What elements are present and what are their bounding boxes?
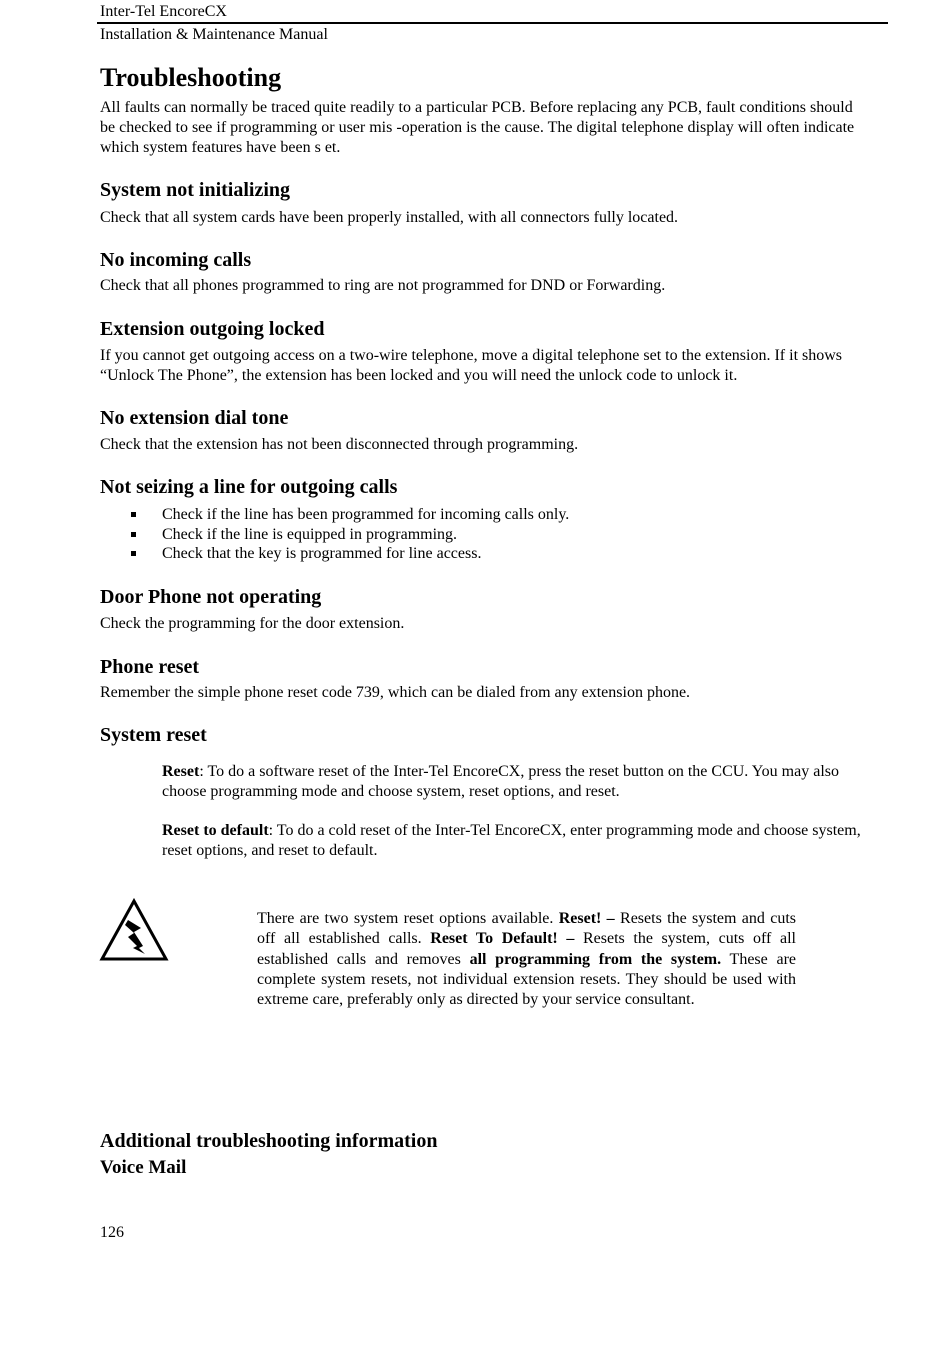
heading-extension-outgoing-locked: Extension outgoing locked	[100, 318, 325, 340]
heading-system-not-initializing: System not initializing	[100, 179, 291, 201]
heading-no-extension-dial-tone: No extension dial tone	[100, 407, 289, 429]
list-item: Check if the line is equipped in programming.	[100, 525, 569, 545]
heading-no-incoming-calls: No incoming calls	[100, 249, 252, 271]
reset-default-paragraph: Reset to default: To do a cold reset of the Inter-Tel EncoreCX, enter programming mode and choose system, reset options, and reset to default.	[162, 822, 861, 859]
page-number: 126	[100, 1224, 124, 1241]
bullet-square-icon	[131, 551, 136, 556]
body-door-phone: Check the programming for the door extension.	[100, 615, 405, 632]
intro-paragraph: All faults can normally be traced quite readily to a particular PCB. Before replacing any PCB, fault conditions should be checked to see if programming or user mis -operation is the cause. The digital telephone display will often indicate which system features have been s et.	[100, 99, 855, 156]
reset-label: Reset	[162, 763, 200, 780]
heading-phone-reset: Phone reset	[100, 656, 200, 678]
header-rule	[97, 22, 888, 24]
header-manual: Installation & Maintenance Manual	[100, 26, 328, 43]
reset-default-label: Reset to default	[162, 822, 269, 839]
heading-not-seizing-line: Not seizing a line for outgoing calls	[100, 476, 398, 498]
reset-paragraph: Reset: To do a software reset of the Inter-Tel EncoreCX, press the reset button on the CCU. You may also choose programming mode and choose system, reset options, and reset.	[162, 763, 839, 800]
list-item: Check if the line has been programmed for incoming calls only.	[100, 505, 569, 525]
body-system-not-initializing: Check that all system cards have been properly installed, with all connectors fully located.	[100, 209, 679, 226]
page-title: Troubleshooting	[100, 63, 282, 92]
heading-system-reset: System reset	[100, 724, 207, 746]
heading-additional-troubleshooting: Additional troubleshooting information	[100, 1130, 438, 1152]
body-no-extension-dial-tone: Check that the extension has not been disconnected through programming.	[100, 436, 579, 453]
heading-door-phone: Door Phone not operating	[100, 586, 322, 608]
body-no-incoming-calls: Check that all phones programmed to ring are not programmed for DND or Forwarding.	[100, 277, 666, 294]
warning-text: There are two system reset options available. Reset! – Resets the system and cuts off all established calls. Reset To Default! – Resets the system, cuts off all established calls and removes all programming from the system. These are complete system resets, not individual extension resets. They should be used with extreme care, preferably only as directed by your service consultant.	[257, 910, 797, 1009]
heading-voice-mail: Voice Mail	[100, 1157, 187, 1178]
body-extension-outgoing-locked: If you cannot get outgoing access on a two-wire telephone, move a digital telephone set to the extension. If it shows “Unlock The Phone”, the extension has been locked and you will need the unlock code to unlock it.	[100, 347, 843, 384]
body-phone-reset: Remember the simple phone reset code 739, which can be dialed from any extension phone.	[100, 684, 691, 701]
bullet-square-icon	[131, 512, 136, 517]
not-seizing-bullet-list	[100, 505, 569, 564]
list-item: Check that the key is programmed for line access.	[100, 544, 569, 564]
bullet-square-icon	[131, 532, 136, 537]
header-product: Inter-Tel EncoreCX	[100, 3, 227, 20]
warning-lightning-icon	[99, 898, 169, 962]
